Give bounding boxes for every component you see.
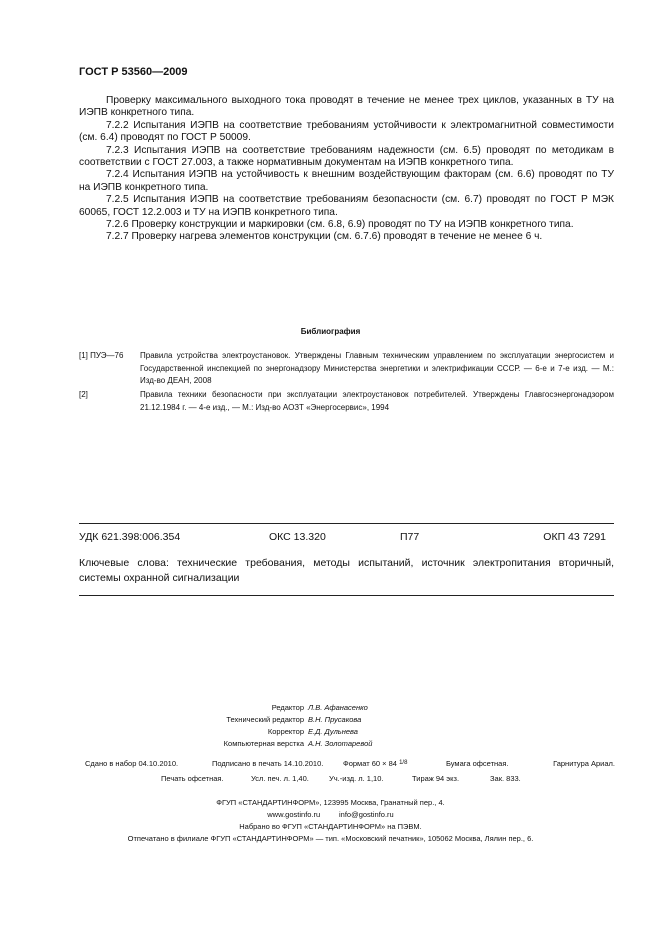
bibliography-entry xyxy=(79,389,614,414)
staff-role: Редактор xyxy=(271,703,304,712)
imprint-paper: Бумага офсетная. xyxy=(446,759,509,768)
staff-role: Технический редактор xyxy=(226,715,304,724)
paragraph-7-2-2: 7.2.2 Испытания ИЭПВ на соответствие требованиям устойчивости к электромагнитной совместимости (см. 6.4) проводят по ГОСТ Р 50009. xyxy=(79,119,614,144)
bibliography-label: [1] ПУЭ—76 xyxy=(79,351,124,360)
imprint-line xyxy=(85,759,615,771)
staff-name: Е.Д. Дульнева xyxy=(308,727,358,736)
paragraph-7-2-5: 7.2.5 Испытания ИЭПВ на соответствие требованиям безопасности (см. 6.7) проводят по ГОСТ Р МЭК 60065, ГОСТ 12.2.003 и ТУ на ИЭПВ конкретного типа. xyxy=(79,194,614,218)
imprint-signed: Подписано в печать 14.10.2010. xyxy=(212,759,324,768)
imprint-line xyxy=(85,774,615,786)
imprint-zak: Зак. 833. xyxy=(490,774,521,783)
bibliography-title: Библиография xyxy=(300,327,361,336)
publisher-typeset: Набрано во ФГУП «СТАНДАРТИНФОРМ» на ПЭВМ. xyxy=(239,822,422,831)
bibliography-entry xyxy=(79,350,614,388)
staff-role: Компьютерная верстка xyxy=(223,739,304,748)
okp-code: ОКП 43 7291 xyxy=(543,531,606,543)
oks-code: ОКС 13.320 xyxy=(269,531,326,543)
publisher-address: ФГУП «СТАНДАРТИНФОРМ», 123995 Москва, Гранатный пер., 4. xyxy=(216,798,445,807)
imprint-usl: Усл. печ. л. 1,40. xyxy=(251,774,309,783)
document-header: ГОСТ Р 53560—2009 xyxy=(79,66,188,78)
staff-name: В.Н. Прусакова xyxy=(308,715,362,724)
imprint-format-fraction: 1/8 xyxy=(399,760,408,766)
divider xyxy=(79,523,614,524)
bibliography-text: Правила устройства электроустановок. Утверждены Главным техническим управлением по эксплуатации энергосистем и Государственной инспекцией по энергонадзору Министерства энергетики и электрификации СССР. — 6-е и 7-е изд. — М.: Изд-во ДЕАН, 2008 xyxy=(140,351,614,385)
paragraph-7-2-4: 7.2.4 Испытания ИЭПВ на устойчивость к внешним воздействующим факторам (см. 6.6) проводят по ТУ на ИЭПВ конкретного типа. xyxy=(79,169,614,193)
imprint-uch: Уч.-изд. л. 1,10. xyxy=(329,774,384,783)
paragraph-7-2-7: 7.2.7 Проверку нагрева элементов конструкции (см. 6.7.6) проводят в течение не менее 6 ч. xyxy=(106,231,543,243)
body-text xyxy=(79,95,614,244)
publisher-contacts xyxy=(0,809,661,821)
imprint-format-text: Формат 60 × 84 xyxy=(343,759,397,768)
publisher-email: info@gostinfo.ru xyxy=(338,810,394,819)
publisher-printed: Отпечатано в филиале ФГУП «СТАНДАРТИНФОРМ» — тип. «Московский печатник», 105062 Москва, Лялин пер., 6. xyxy=(127,834,534,843)
imprint-font: Гарнитура Ариал. xyxy=(553,759,615,768)
paragraph: Проверку максимального выходного тока проводят в течение не менее трех циклов, указанных в ТУ на ИЭПВ конкретного типа. xyxy=(79,95,614,119)
bibliography-text: Правила техники безопасности при эксплуатации электроустановок потребителей. Утверждены Главгосэнергонадзором 21.12.1984 г. — 4-е изд., — М.: Изд-во АОЗТ «Энергосервис», 1994 xyxy=(140,390,614,412)
udk-code: УДК 621.398:006.354 xyxy=(79,531,181,543)
imprint-set: Сдано в набор 04.10.2010. xyxy=(85,759,179,768)
paragraph-7-2-3: 7.2.3 Испытания ИЭПВ на соответствие требованиям надежности (см. 6.5) проводят по методикам в соответствии с ГОСТ 27.003, а также нормативным документам на ИЭПВ конкретного типа. xyxy=(79,144,614,169)
classification-codes xyxy=(79,531,614,545)
staff-name: А.Н. Золотаревой xyxy=(308,739,373,748)
imprint-tirazh: Тираж 94 экз. xyxy=(412,774,460,783)
staff-name: Л.В. Афанасенко xyxy=(308,703,368,712)
keywords: Ключевые слова: технические требования, методы испытаний, источник электропитания вторичный, системы охранной сигнализации xyxy=(79,557,614,584)
paragraph-7-2-6: 7.2.6 Проверку конструкции и маркировки (см. 6.8, 6.9) проводят по ТУ на ИЭПВ конкретного типа. xyxy=(106,219,574,231)
divider xyxy=(79,595,614,596)
imprint-print: Печать офсетная. xyxy=(161,774,224,783)
bibliography-label: [2] xyxy=(79,390,88,399)
p-code: П77 xyxy=(400,531,420,543)
publisher-web: www.gostinfo.ru xyxy=(267,810,321,819)
imprint-format xyxy=(343,759,407,768)
staff-role: Корректор xyxy=(267,727,304,736)
